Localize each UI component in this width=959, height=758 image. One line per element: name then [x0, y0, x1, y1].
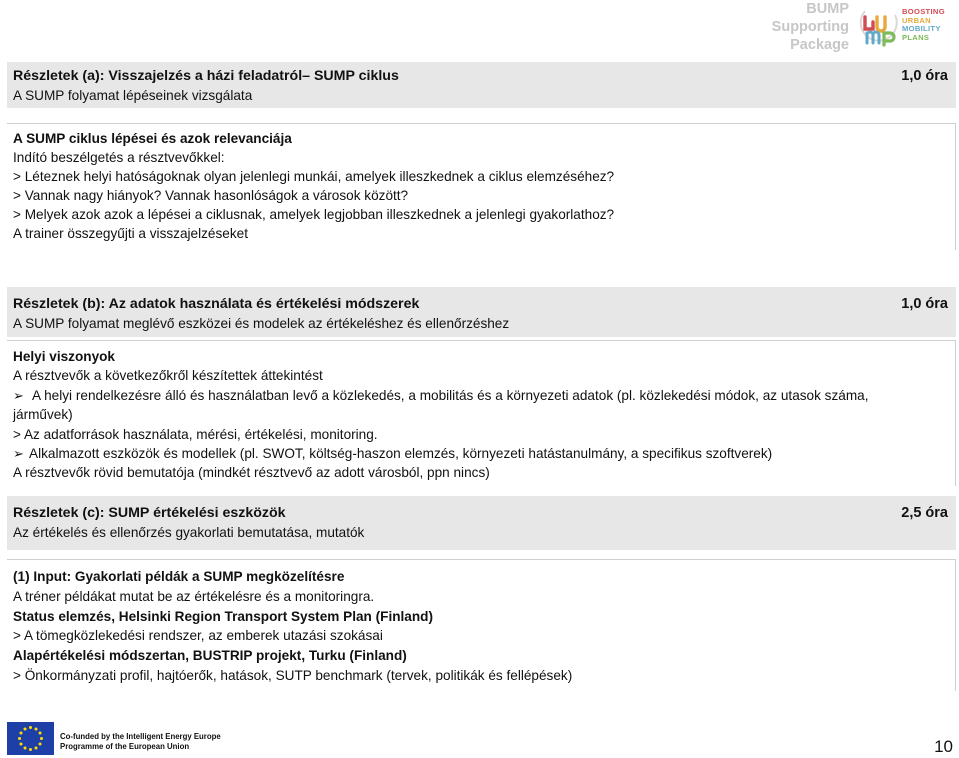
eu-star-icon [35, 747, 38, 750]
section-b-subtitle: A SUMP folyamat meglévő eszközei és modelek az értékeléshez és ellenőrzéshez [13, 316, 510, 331]
section-b-bullet [13, 444, 955, 463]
section-c-example-title: Status elemzés, Helsinki Region Transport System Plan (Finland) [13, 608, 433, 624]
section-a-hours: 1,0 óra [901, 68, 948, 84]
section-a-title: Részletek (a): Visszajelzés a házi feladatról– SUMP ciklus [13, 68, 399, 84]
section-c-example-title: Alapértékelési módszertan, BUSTRIP projekt, Turku (Finland) [13, 648, 407, 664]
section-a-line: > Melyek azok azok a lépései a ciklusnak, amelyek legjobban illeszkednek a jelenlegi gyakorlathoz? [13, 207, 615, 222]
brand-text-line: BUMP [806, 1, 849, 17]
bump-logo-icon [855, 3, 903, 51]
section-a-subtitle: A SUMP folyamat lépéseinek vizsgálata [13, 88, 253, 103]
section-b-intro: A résztvevők a következőkről készítettek áttekintést [13, 368, 323, 384]
eu-funding-line: Co-funded by the Intelligent Energy Europe [60, 732, 221, 741]
section-c-input-desc: A tréner példákat mutat be az értékelésre és a monitoringra. [13, 588, 375, 604]
eu-star-icon [35, 727, 38, 730]
section-b-hours: 1,0 óra [901, 296, 948, 312]
eu-star-icon [24, 747, 27, 750]
section-b-data-line: > Az adatforrások használata, mérési, értékelési, monitoring. [13, 426, 378, 442]
eu-star-icon [19, 743, 22, 746]
section-c-example-desc: > A tömegközlekedési rendszer, az emberek utazási szokásai [13, 628, 383, 644]
section-c-example-desc: > Önkormányzati profil, hajtóerők, hatások, SUTP benchmark (tervek, politikák és fellépések) [13, 667, 573, 683]
section-a-line: > Vannak nagy hiányok? Vannak hasonlóságok a városok között? [13, 188, 409, 203]
section-a-line: A trainer összegyűjti a visszajelzéseket [13, 226, 248, 241]
eu-star-icon [18, 737, 21, 740]
section-a-line: > Léteznek helyi hatóságoknak olyan jelenlegi munkái, amelyek illeszkednek a ciklus elemzéséhez? [13, 169, 615, 184]
section-a-body [7, 123, 956, 250]
eu-star-icon [19, 732, 22, 735]
brand-header [759, 0, 959, 56]
section-c-subtitle: Az értékelés és ellenőrzés gyakorlati bemutatása, mutatók [13, 525, 365, 540]
brand-tagline [902, 8, 956, 42]
section-b-title: Részletek (b): Az adatok használata és értékelési módszerek [13, 296, 420, 312]
arrow-bullet-icon: ➢ [13, 387, 24, 403]
section-c-body [7, 559, 956, 691]
section-c-input-title: (1) Input: Gyakorlati példák a SUMP megközelítésre [13, 569, 345, 584]
section-c-title: Részletek (c): SUMP értékelési eszközök [13, 505, 286, 521]
eu-funding-line: Programme of the European Union [60, 741, 190, 751]
section-b-bullet-text: Alkalmazott eszközök és modellek (pl. SWOT, költség-haszon elemzés, környezeti hatástanulmány, a specifikus szoftverek) [29, 446, 773, 462]
section-a-heading: A SUMP ciklus lépései és azok relevanciája [13, 131, 292, 146]
page-number: 10 [934, 737, 953, 756]
section-b-bullet [13, 386, 955, 405]
brand-text [772, 0, 849, 54]
section-a-line: Indító beszélgetés a résztvevőkkel: [13, 150, 225, 165]
section-b-header [7, 287, 956, 337]
brand-tagline-line: BOOSTING [902, 7, 945, 16]
brand-tagline-line: MOBILITY [902, 24, 941, 34]
eu-star-icon [24, 727, 27, 730]
eu-star-icon [29, 726, 32, 729]
brand-text-line: Supporting [771, 19, 849, 35]
brand-text-line: Package [790, 37, 849, 53]
eu-star-icon [29, 748, 32, 751]
section-c-hours: 2,5 óra [901, 505, 948, 521]
section-b-bullet-text: A helyi rendelkezésre álló és használatban levő a közlekedés, a mobilitás és a környezeti adatok (pl. közlekedési módok, az utasok száma, [32, 387, 869, 403]
eu-funding-notice [60, 732, 221, 752]
eu-star-icon [40, 737, 43, 740]
section-b-bullet-cont: járművek) [13, 407, 73, 423]
arrow-bullet-icon: ➢ [13, 446, 24, 462]
section-b-heading: Helyi viszonyok [13, 349, 115, 364]
brand-tagline-line: URBAN [902, 15, 931, 25]
section-a-header [7, 62, 956, 108]
brand-tagline-line: PLANS [902, 32, 930, 42]
eu-flag-icon [7, 722, 54, 755]
section-b-body [7, 340, 956, 486]
section-c-header [7, 496, 956, 550]
section-b-closing: A résztvevők rövid bemutatója (mindkét résztvevő az adott városból, ppn nincs) [13, 465, 490, 481]
eu-star-icon [39, 732, 42, 735]
eu-star-icon [39, 743, 42, 746]
